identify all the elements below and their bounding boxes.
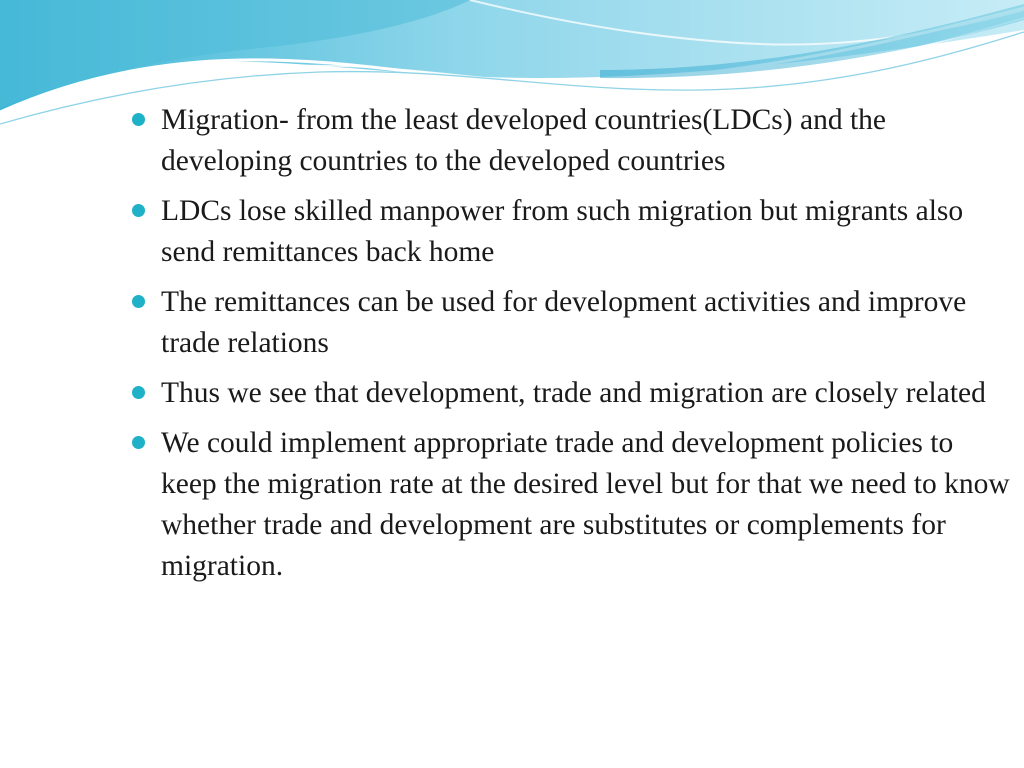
bullet-item — [130, 282, 1010, 364]
bullet-text: The remittances can be used for development activities and improve trade relations — [161, 286, 967, 359]
bullet-item — [130, 423, 1010, 587]
bullet-dot-icon — [132, 436, 145, 449]
bullet-text: Thus we see that development, trade and migration are closely related — [161, 377, 986, 409]
bullet-text: LDCs lose skilled manpower from such migration but migrants also send remittances back home — [161, 195, 964, 268]
bullet-item — [130, 100, 1010, 182]
bullet-text: We could implement appropriate trade and development policies to keep the migration rate at the desired level but for that we need to know whether trade and development are substitutes or complements for migration. — [161, 427, 1010, 582]
bullet-dot-icon — [132, 386, 145, 399]
bullet-dot-icon — [132, 204, 145, 217]
bullet-dot-icon — [132, 113, 145, 126]
bullet-item — [130, 373, 1010, 414]
bullet-item — [130, 191, 1010, 273]
bullet-text: Migration- from the least developed countries(LDCs) and the developing countries to the developed countries — [161, 104, 886, 177]
bullet-list — [130, 100, 1010, 596]
bullet-dot-icon — [132, 295, 145, 308]
